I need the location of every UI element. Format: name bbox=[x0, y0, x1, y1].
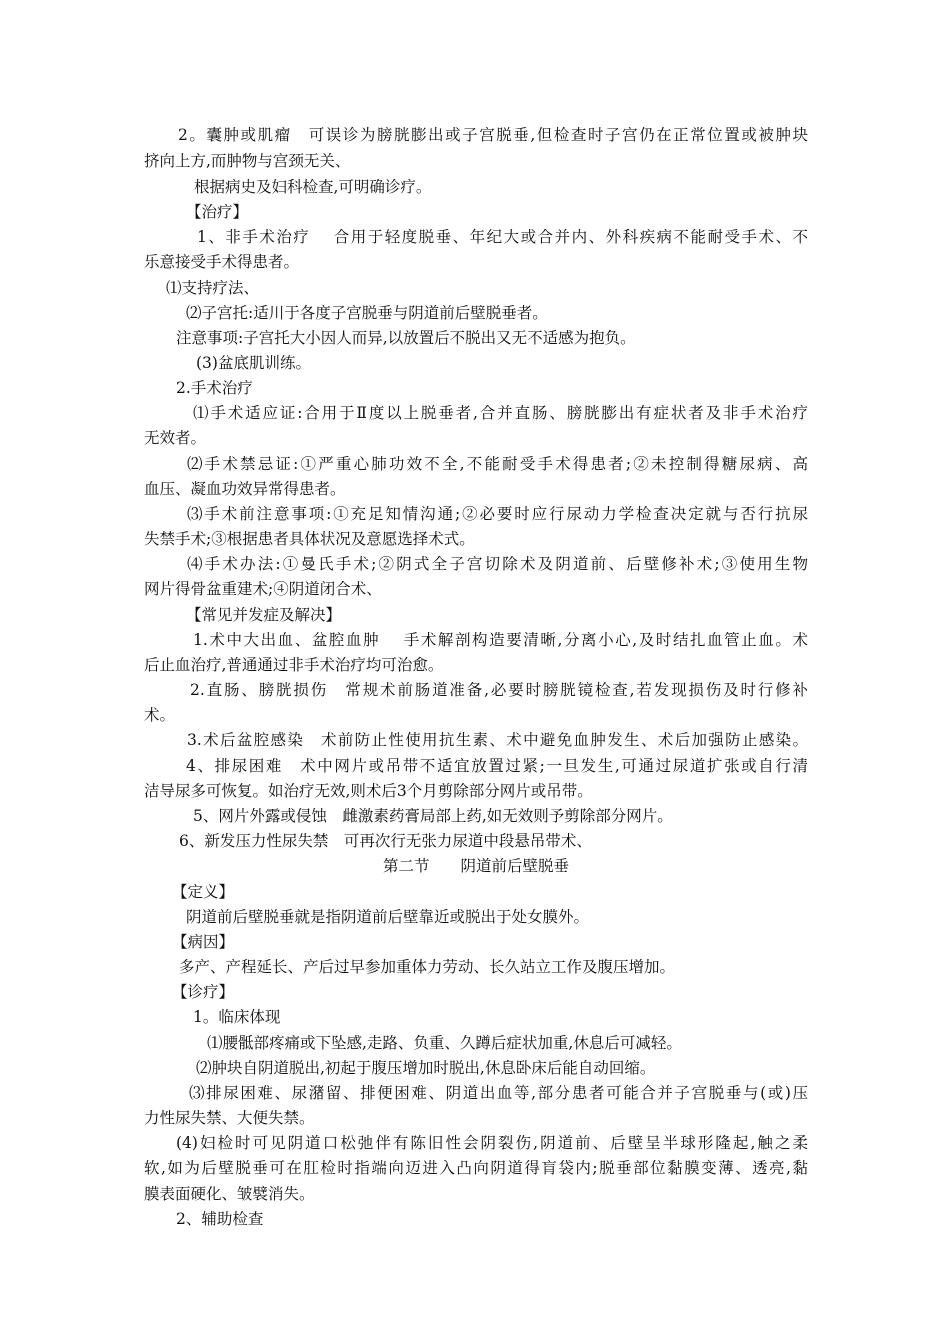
section-title: 第二节 阴道前后壁脱垂 bbox=[382, 857, 569, 875]
text-line: 软,如为后壁脱垂可在肛检时指端向迈进入凸向阴道得肓袋内;脱垂部位黏膜变薄、透亮,黏 bbox=[144, 1159, 808, 1177]
text-line: 1、非手术治疗 合用于轻度脱垂、年纪大或合并内、外科疾病不能耐受手术、不 bbox=[197, 228, 808, 246]
text-line: 5、网片外露或侵蚀 雌激素药膏局部上药,如无效则予剪除部分网片。 bbox=[193, 807, 673, 825]
text-line: 力性尿失禁、大便失禁。 bbox=[144, 1109, 315, 1127]
text-line: 6、新发压力性尿失禁 可再次行无张力尿道中段悬吊带术、 bbox=[179, 832, 592, 850]
text-line: 2.直肠、膀胱损伤 常规术前肠道准备,必要时膀胱镜检查,若发现损伤及时行修补 bbox=[190, 681, 808, 699]
text-line: ⑴支持疗法、 bbox=[166, 279, 260, 297]
text-line: ⑶手术前注意事项:①充足知情沟通;②必要时应行尿动力学检查决定就与否行抗尿 bbox=[187, 505, 808, 523]
section-heading: 【病因】 bbox=[172, 933, 235, 951]
text-line: ⑴腰骶部疼痛或下坠感,走路、负重、久蹲后症状加重,休息后可减轻。 bbox=[207, 1034, 682, 1052]
text-line: 血压、凝血功效异常得患者。 bbox=[144, 480, 346, 498]
text-line: 洁导尿多可恢复。如治疗无效,则术后3个月剪除部分网片或吊带。 bbox=[144, 782, 593, 800]
section-heading: 【常见并发症及解决】 bbox=[186, 606, 342, 624]
section-heading: 2、辅助检查 bbox=[176, 1210, 264, 1228]
text-line: ⑶排尿困难、尿潴留、排便困难、阴道出血等,部分患者可能合并子宫脱垂与(或)压 bbox=[189, 1084, 808, 1102]
text-line: ⑵子宫托:适川于各度子宫脱垂与阴道前后壁脱垂者。 bbox=[186, 304, 548, 322]
section-heading: 2.手术治疗 bbox=[176, 379, 253, 397]
text-line: 乐意接受手术得患者。 bbox=[144, 253, 300, 271]
section-heading: 【定义】 bbox=[172, 883, 235, 901]
section-heading: 【治疗】 bbox=[186, 203, 249, 221]
text-line: 注意事项:子宫托大小因人而异,以放置后不脱出又无不适感为抱负。 bbox=[176, 329, 636, 347]
text-line: 4、排尿困难 术中网片或吊带不适宜放置过紧;一旦发生,可通过尿道扩张或自行清 bbox=[186, 757, 808, 775]
text-line: 多产、产程延长、产后过早参加重体力劳动、长久站立工作及腹压增加。 bbox=[179, 958, 676, 976]
text-line: 网片得骨盆重建术;④阴道闭合术、 bbox=[144, 580, 382, 598]
text-line: 膜表面硬化、皱襞消失。 bbox=[144, 1185, 315, 1203]
text-line: 无效者。 bbox=[144, 429, 207, 447]
text-line: 1.术中大出血、盆腔血肿 手术解剖构造要清晰,分离小心,及时结扎血管止血。术 bbox=[193, 631, 808, 649]
text-line: 3.术后盆腔感染 术前防止性使用抗生素、术中避免血肿发生、术后加强防止感染。 bbox=[187, 731, 808, 749]
text-line: (3)盆底肌训练。 bbox=[196, 354, 311, 372]
text-line: (4)妇检时可见阴道口松弛伴有陈旧性会阴裂伤,阴道前、后壁呈半球形隆起,触之柔 bbox=[176, 1134, 808, 1152]
text-line: 术。 bbox=[144, 706, 176, 724]
text-line: ⑵手术禁忌证:①严重心肺功效不全,不能耐受手术得患者;②未控制得糖尿病、高 bbox=[187, 455, 808, 473]
section-heading: 【诊疗】 bbox=[172, 983, 235, 1001]
text-line: 1。临床体现 bbox=[193, 1008, 281, 1026]
text-line: 挤向上方,而肿物与宫颈无关、 bbox=[144, 152, 351, 170]
text-line: 失禁手术;③根据患者具体状况及意愿选择术式。 bbox=[144, 530, 475, 548]
text-line: ⑵肿块自阴道脱出,初起于腹压增加时脱出,休息卧床后能自动回缩。 bbox=[196, 1059, 656, 1077]
text-line: ⑴手术适应证:合用于Ⅱ度以上脱垂者,合并直肠、膀胱膨出有症状者及非手术治疗 bbox=[193, 404, 808, 422]
text-line: ⑷手术办法:①曼氏手术;②阴式全子宫切除术及阴道前、后壁修补术;③使用生物 bbox=[187, 555, 808, 573]
text-line: 后止血治疗,普通通过非手术治疗均可治愈。 bbox=[144, 656, 444, 674]
text-line: 2。囊肿或肌瘤 可误诊为膀胱膨出或子宫脱垂,但检查时子宫仍在正常位置或被肿块 bbox=[178, 126, 808, 144]
text-line: 阴道前后壁脱垂就是指阴道前后壁靠近或脱出于处女膜外。 bbox=[186, 908, 590, 926]
text-line: 根据病史及妇科检查,可明确诊疗。 bbox=[194, 178, 432, 196]
